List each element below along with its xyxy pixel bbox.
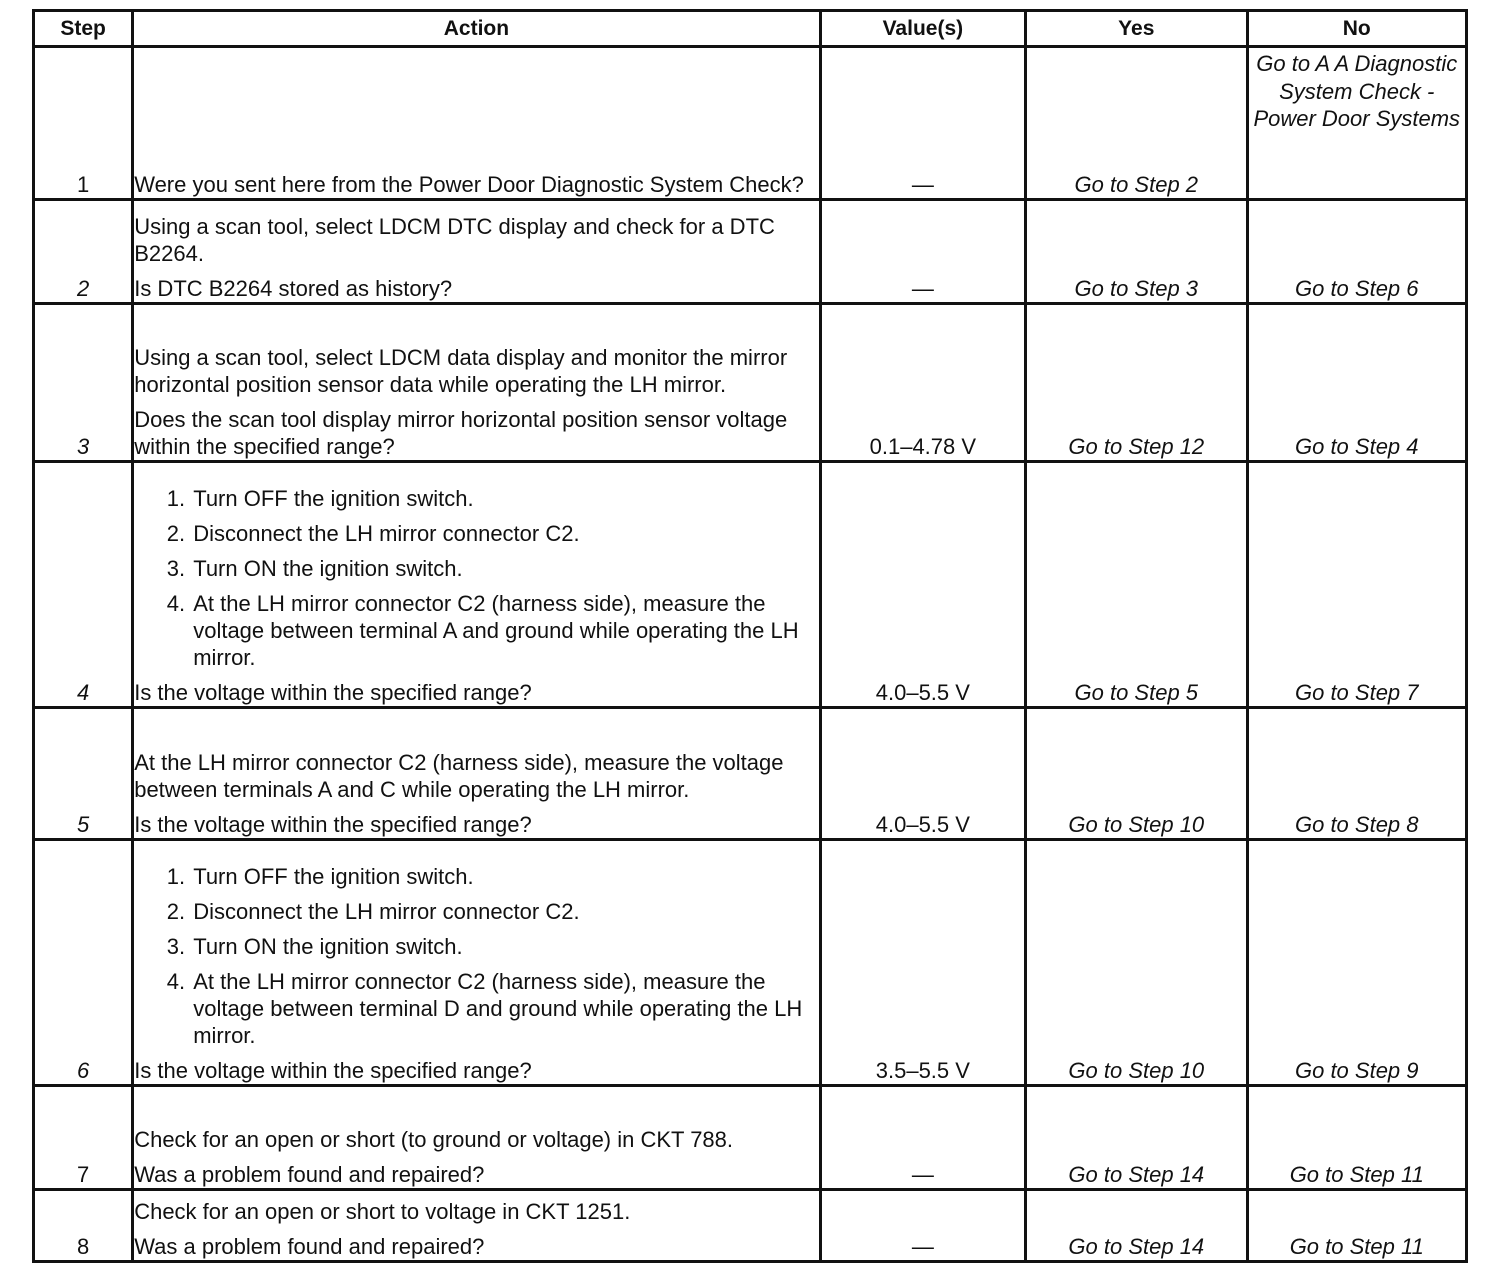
list-item: 2. Disconnect the LH mirror connector C2. (191, 520, 818, 547)
yes-cell: Go to Step 5 (1026, 462, 1247, 708)
yes-cell: Go to Step 10 (1026, 840, 1247, 1086)
action-cell (133, 304, 820, 462)
diagnostic-table (32, 9, 1468, 1263)
step-number: 6 (34, 840, 133, 1086)
no-cell: Go to Step 6 (1247, 200, 1466, 304)
step-number: 7 (34, 1086, 133, 1190)
action-cell (133, 1190, 820, 1262)
table-row (34, 1190, 1467, 1262)
yes-cell: Go to Step 2 (1026, 47, 1247, 200)
value-cell: 4.0–5.5 V (820, 462, 1025, 708)
action-cell (133, 47, 820, 200)
table-row (34, 840, 1467, 1086)
header-value: Value(s) (820, 11, 1025, 47)
header-step: Step (34, 11, 133, 47)
header-action: Action (133, 11, 820, 47)
table-row (34, 304, 1467, 462)
no-cell: Go to Step 8 (1247, 708, 1466, 840)
no-cell: Go to Step 11 (1247, 1190, 1466, 1262)
action-text: Check for an open or short (to ground or voltage) in CKT 788. (134, 1127, 734, 1152)
value-cell: 4.0–5.5 V (820, 708, 1025, 840)
header-yes: Yes (1026, 11, 1247, 47)
action-text: Were you sent here from the Power Door Diagnostic System Check? (134, 172, 804, 197)
value-cell: — (820, 47, 1025, 200)
action-text: Check for an open or short to voltage in CKT 1251. (134, 1199, 631, 1224)
action-text: At the LH mirror connector C2 (harness side), measure the voltage between terminals A and C while operating the LH mirror. (134, 750, 784, 802)
table-row (34, 708, 1467, 840)
value-cell: — (820, 1086, 1025, 1190)
value-cell: 0.1–4.78 V (820, 304, 1025, 462)
table-row (34, 462, 1467, 708)
list-item: 1. Turn OFF the ignition switch. (191, 485, 818, 512)
no-cell: Go to Step 4 (1247, 304, 1466, 462)
header-no: No (1247, 11, 1466, 47)
no-cell: Go to A A Diagnostic System Check - Power Door Systems (1247, 47, 1466, 200)
list-item: 2. Disconnect the LH mirror connector C2. (191, 898, 818, 925)
action-text: Using a scan tool, select LDCM DTC display and check for a DTC B2264. (134, 214, 775, 266)
action-question: Was a problem found and repaired? (134, 1234, 485, 1259)
step-number: 1 (34, 47, 133, 200)
action-list (134, 485, 818, 671)
action-cell (133, 462, 820, 708)
step-number: 5 (34, 708, 133, 840)
list-item: 3. Turn ON the ignition switch. (191, 555, 818, 582)
header-row (34, 11, 1467, 47)
action-cell (133, 200, 820, 304)
yes-cell: Go to Step 10 (1026, 708, 1247, 840)
table-row (34, 47, 1467, 200)
value-cell: — (820, 200, 1025, 304)
list-item: 4. At the LH mirror connector C2 (harness side), measure the voltage between terminal D and ground while operating the LH mirror. (191, 968, 818, 1049)
step-number: 8 (34, 1190, 133, 1262)
action-cell (133, 708, 820, 840)
action-question: Is the voltage within the specified range? (134, 812, 532, 837)
no-cell: Go to Step 7 (1247, 462, 1466, 708)
no-cell: Go to Step 11 (1247, 1086, 1466, 1190)
step-number: 2 (34, 200, 133, 304)
action-question: Is DTC B2264 stored as history? (134, 276, 453, 301)
list-item: 1. Turn OFF the ignition switch. (191, 863, 818, 890)
step-number: 4 (34, 462, 133, 708)
action-question: Is the voltage within the specified range? (134, 680, 532, 705)
table-row (34, 1086, 1467, 1190)
yes-cell: Go to Step 14 (1026, 1190, 1247, 1262)
yes-cell: Go to Step 12 (1026, 304, 1247, 462)
action-text: Using a scan tool, select LDCM data display and monitor the mirror horizontal position sensor data while operating the LH mirror. (134, 345, 788, 397)
action-cell (133, 1086, 820, 1190)
table-row (34, 200, 1467, 304)
list-item: 4. At the LH mirror connector C2 (harness side), measure the voltage between terminal A and ground while operating the LH mirror. (191, 590, 818, 671)
value-cell: 3.5–5.5 V (820, 840, 1025, 1086)
no-cell: Go to Step 9 (1247, 840, 1466, 1086)
action-question: Was a problem found and repaired? (134, 1162, 485, 1187)
yes-cell: Go to Step 3 (1026, 200, 1247, 304)
list-item: 3. Turn ON the ignition switch. (191, 933, 818, 960)
action-question: Is the voltage within the specified range? (134, 1058, 532, 1083)
step-number: 3 (34, 304, 133, 462)
action-cell (133, 840, 820, 1086)
yes-cell: Go to Step 14 (1026, 1086, 1247, 1190)
value-cell: — (820, 1190, 1025, 1262)
action-question: Does the scan tool display mirror horizontal position sensor voltage within the specified range? (134, 407, 788, 459)
action-list (134, 863, 818, 1049)
